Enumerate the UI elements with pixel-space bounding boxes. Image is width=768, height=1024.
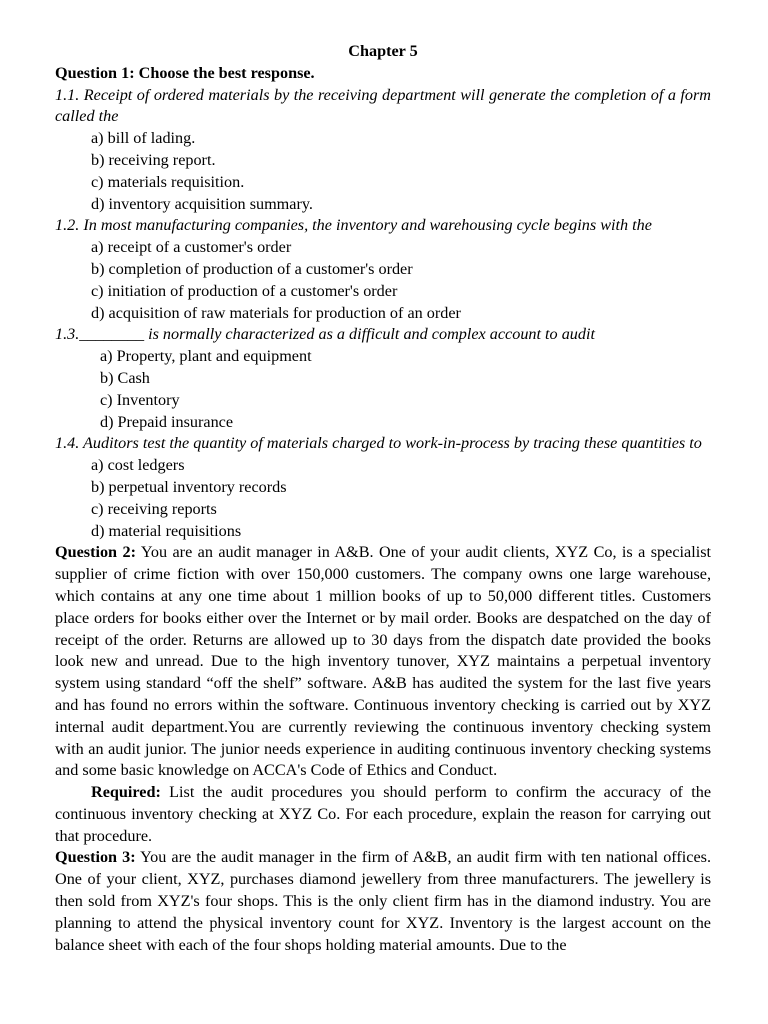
required-text: List the audit procedures you should perform to confirm the accuracy of the continuous inventory checking at XYZ Co. For each procedure, explain the reason for carrying out that procedure. xyxy=(55,783,711,845)
question-3-label: Question 3: xyxy=(55,848,136,867)
option-1-4-b: b) perpetual inventory records xyxy=(91,477,287,496)
question-2-paragraph xyxy=(55,542,711,782)
option-1-2-c: c) initiation of production of a customer's order xyxy=(91,281,398,300)
option-1-2-d: d) acquisition of raw materials for production of an order xyxy=(91,303,461,322)
option-1-1-c: c) materials requisition. xyxy=(91,172,245,191)
question-1-3-stem: 1.3.________ is normally characterized as a difficult and complex account to audit xyxy=(55,325,595,344)
option-1-3-d: d) Prepaid insurance xyxy=(100,412,234,431)
option-1-2-b: b) completion of production of a customer's order xyxy=(91,259,413,278)
required-label: Required: xyxy=(91,783,161,802)
question-2-label: Question 2: xyxy=(55,543,136,562)
question-1-1-stem: 1.1. Receipt of ordered materials by the receiving department will generate the completion of a form called the xyxy=(55,85,711,126)
question-1-2-stem: 1.2. In most manufacturing companies, the inventory and warehousing cycle begins with the xyxy=(55,216,652,235)
option-1-3-c: c) Inventory xyxy=(100,390,180,409)
option-1-2-a: a) receipt of a customer's order xyxy=(91,238,292,257)
option-1-1-a: a) bill of lading. xyxy=(91,129,196,148)
question-2-required xyxy=(55,782,711,847)
question-1-heading: Question 1: Choose the best response. xyxy=(55,63,315,82)
page-content xyxy=(55,41,711,956)
question-3-body: You are the audit manager in the firm of A&B, an audit firm with ten national offices. One of your client, XYZ, purchases diamond jewellery from three manufacturers. The jewellery is then sold from XYZ's four shops. This is the only client firm has in the diamond industry. You are planning to attend the physical inventory count for XYZ. Inventory is the largest account on the balance sheet with each of the four shops holding material amounts. Due to the xyxy=(55,848,711,954)
option-1-3-b: b) Cash xyxy=(100,368,150,387)
option-1-1-b: b) receiving report. xyxy=(91,150,216,169)
chapter-title: Chapter 5 xyxy=(348,42,418,60)
question-1-4-stem: 1.4. Auditors test the quantity of materials charged to work-in-process by tracing these quantities to xyxy=(55,434,702,453)
option-1-4-c: c) receiving reports xyxy=(91,499,217,518)
question-2-body: You are an audit manager in A&B. One of your audit clients, XYZ Co, is a specialist supplier of crime fiction with over 150,000 customers. The company owns one large warehouse, which contains at any one time about 1 million books of up to 50,000 different titles. Customers place orders for books either over the Internet or by mail order. Books are despatched on the day of receipt of the order. Returns are allowed up to 30 days from the dispatch date provided the books look new and unread. Due to the high inventory tunover, XYZ maintains a perpetual inventory system using standard “off the shelf” software. A&B has audited the system for the last five years and has found no errors within the software. Continuous inventory checking is carried out by XYZ internal audit department.You are currently reviewing the continuous inventory checking system with an audit junior. The junior needs experience in auditing continuous inventory checking systems and some basic knowledge on ACCA's Code of Ethics and Conduct. xyxy=(55,543,711,780)
option-1-4-d: d) material requisitions xyxy=(91,521,242,540)
question-3-paragraph xyxy=(55,847,711,956)
option-1-1-d: d) inventory acquisition summary. xyxy=(91,194,313,213)
option-1-4-a: a) cost ledgers xyxy=(91,456,185,475)
option-1-3-a: a) Property, plant and equipment xyxy=(100,347,312,366)
